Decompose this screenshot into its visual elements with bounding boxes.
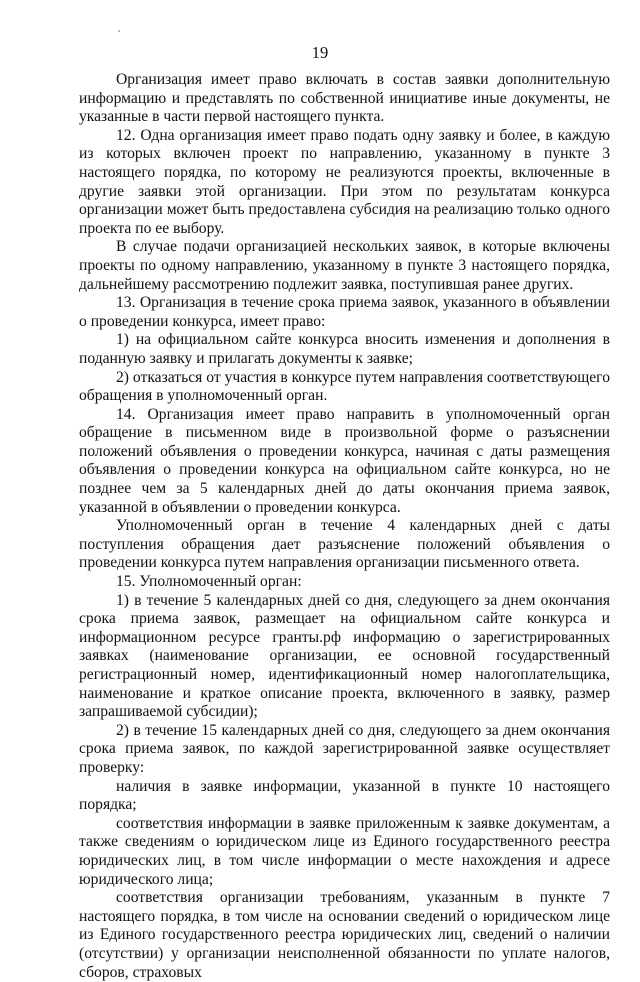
paragraph: наличия в заявке информации, указанной в пункте 10 настоящего порядка;: [79, 777, 610, 814]
paragraph: 13. Организация в течение срока приема заявок, указанного в объявлении о проведении конкурса, имеет право:: [79, 294, 610, 330]
document-body: [79, 71, 610, 982]
paragraph: 2) в течение 15 календарных дней со дня, следующего за днем окончания срока приема заявок, по каждой зарегистрированной заявке осуществляет проверку:: [79, 721, 610, 776]
scan-speck: [118, 30, 120, 32]
paragraph: соответствия информации в заявке приложенным к заявке документам, а также сведениям о юридическом лице из Единого государственного реестра юридических лиц, в том числе информации о месте нахождения и адресе юридического лица;: [79, 814, 610, 888]
paragraph: В случае подачи организацией нескольких заявок, в которые включены проекты по одному направлению, указанному в пункте 3 настоящего порядка, дальнейшему рассмотрению подлежит заявка, поступившая ранее других.: [79, 238, 610, 293]
paragraph: 12. Одна организация имеет право подать одну заявку и более, в каждую из которых включен проект по направлению, указанному в пункте 3 настоящего порядка, по которому не реализуются проекты, включенные в другие заявки этой организации. При этом по результатам конкурса организации может быть предоставлена субсидия на реализацию только одного проекта по ее выбору.: [79, 126, 610, 237]
paragraph: 1) в течение 5 календарных дней со дня, следующего за днем окончания срока приема заявок, размещает на официальном сайте конкурса и информационном ресурсе гранты.рф информацию о зарегистрированных заявках (наименование организации, ее основной государственный регистрационный номер, идентификационный номер налогоплательщика, наименование и краткое описание проекта, включенного в заявку, размер запрашиваемой субсидии);: [79, 591, 610, 721]
page-number: 19: [311, 43, 329, 62]
paragraph: Уполномоченный орган в течение 4 календарных дней с даты поступления обращения дает разъяснение положений объявления о проведении конкурса путем направления организации письменного ответа.: [79, 517, 610, 572]
paragraph: 2) отказаться от участия в конкурсе путем направления соответствующего обращения в уполномоченный орган.: [79, 368, 610, 405]
paragraph: 1) на официальном сайте конкурса вносить изменения и дополнения в поданную заявку и прилагать документы к заявке;: [79, 331, 610, 367]
paragraph: 14. Организация имеет право направить в уполномоченный орган обращение в письменном виде в произвольной форме о разъяснении положений объявления о проведении конкурса, начиная с даты размещения объявления о проведении конкурса на официальном сайте конкурса, но не позднее чем за 5 календарных дней до даты окончания приема заявок, указанной в объявлении о проведении конкурса.: [79, 405, 610, 516]
paragraph: соответствия организации требованиям, указанным в пункте 7 настоящего порядка, в том числе на основании сведений о юридическом лице из Единого государственного реестра юридических лиц, сведений о наличии (отсутствии) у организации неисполненной обязанности по уплате налогов, сборов, страховых: [79, 889, 610, 981]
paragraph: Организация имеет право включать в состав заявки дополнительную информацию и представлять по собственной инициативе иные документы, не указанные в части первой настоящего пункта.: [79, 71, 610, 126]
paragraph: 15. Уполномоченный орган:: [116, 573, 302, 591]
